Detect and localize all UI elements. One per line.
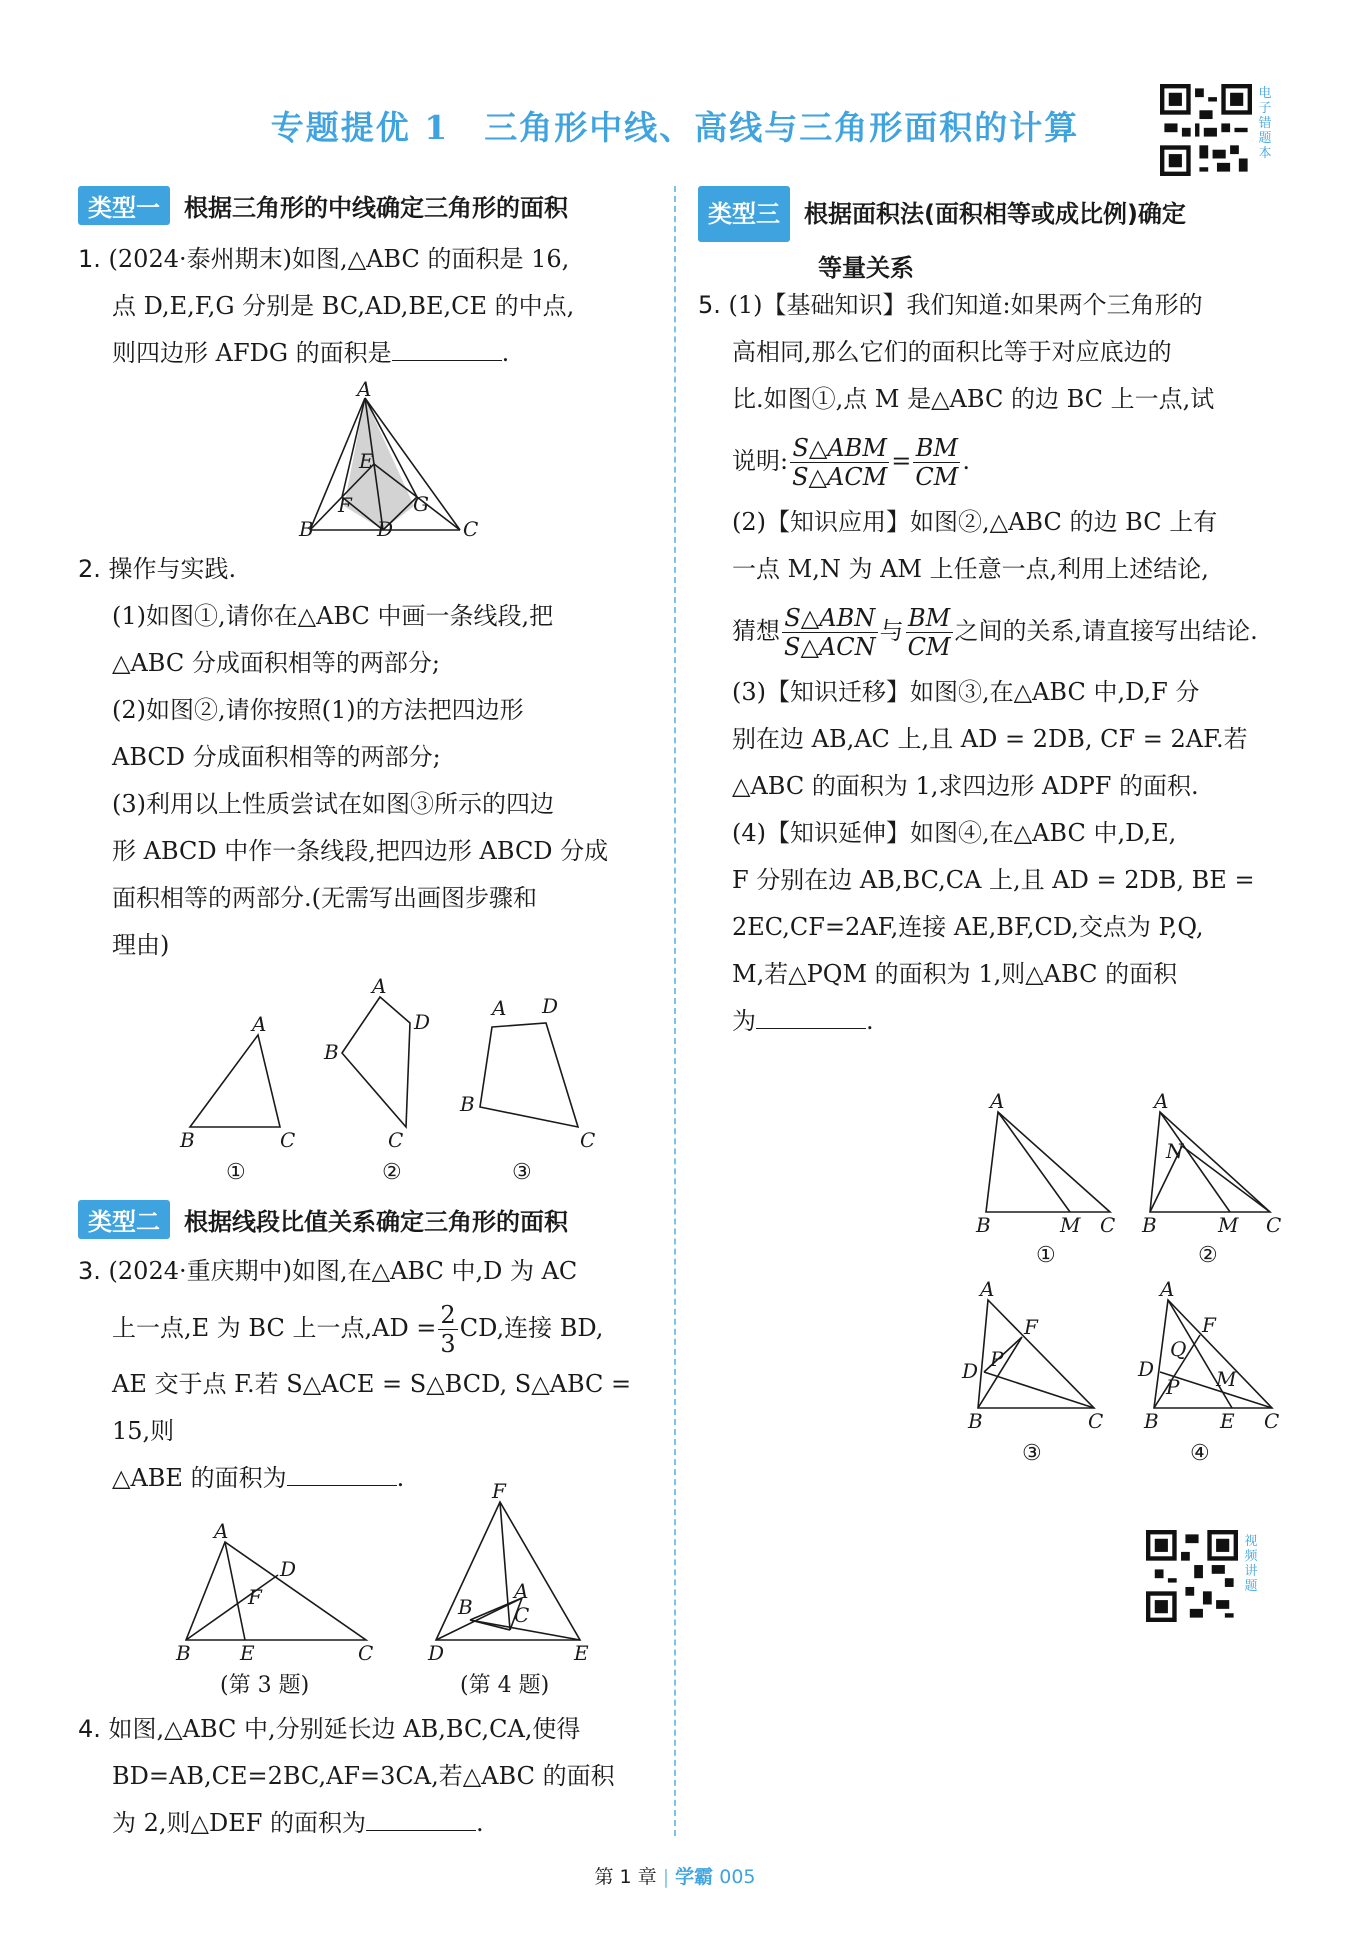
question-number: 4. bbox=[78, 1715, 101, 1743]
label-E: E bbox=[359, 449, 374, 473]
label-D: D bbox=[377, 517, 394, 540]
label-C: C bbox=[1100, 1213, 1116, 1237]
q2-line1: (1)如图①,请你在△ABC 中画一条线段,把 bbox=[112, 602, 554, 630]
q2-line7: 面积相等的两部分.(无需写出画图步骤和 bbox=[112, 884, 537, 912]
label-C: C bbox=[1088, 1409, 1104, 1433]
label-F: F bbox=[1202, 1313, 1216, 1337]
page-title: 专题提优 1 三角形中线、高线与三角形面积的计算 bbox=[270, 108, 1080, 147]
fraction bbox=[913, 434, 960, 491]
label-N: N bbox=[1166, 1139, 1184, 1163]
label-B: B bbox=[1144, 1409, 1159, 1433]
label-Q: Q bbox=[1170, 1337, 1187, 1361]
label-C: C bbox=[514, 1603, 530, 1627]
question-2 bbox=[78, 546, 668, 969]
label-A: A bbox=[214, 1519, 229, 1543]
label-B: B bbox=[176, 1641, 191, 1665]
figure-q3-q4 bbox=[170, 1480, 640, 1700]
fraction bbox=[782, 604, 878, 661]
label-A: A bbox=[252, 1012, 267, 1036]
label-C: C bbox=[1266, 1213, 1282, 1237]
q4-line2: BD=AB,CE=2BC,AF=3CA,若△ABC 的面积 bbox=[112, 1762, 615, 1790]
caption-fig1: ① bbox=[226, 1160, 246, 1185]
frac-num: BM bbox=[906, 604, 953, 633]
label-P: P bbox=[990, 1347, 1004, 1371]
frac-num: S△ABM bbox=[790, 434, 889, 463]
answer-blank[interactable] bbox=[392, 338, 502, 361]
label-B: B bbox=[180, 1128, 195, 1152]
q2-line0: 操作与实践. bbox=[108, 555, 237, 583]
label-D: D bbox=[1138, 1357, 1155, 1381]
label-A: A bbox=[980, 1277, 995, 1301]
section-title: 根据三角形的中线确定三角形的面积 bbox=[184, 194, 568, 222]
figure-q1 bbox=[295, 380, 495, 540]
page-footer: 第 1 章 | 学霸 005 bbox=[594, 1866, 756, 1888]
q4-line3: 为 2,则△DEF 的面积为 bbox=[112, 1809, 367, 1837]
label-E: E bbox=[574, 1641, 589, 1665]
label-A: A bbox=[990, 1090, 1005, 1113]
caption-fig2: ② bbox=[1198, 1243, 1218, 1268]
question-number: 1. bbox=[78, 245, 101, 273]
qr-top-label: 电子错题本 bbox=[1258, 86, 1272, 161]
q1-line1: (2024·泰州期末)如图,△ABC 的面积是 16, bbox=[108, 245, 570, 273]
question-4: 4. 如图,△ABC 中,分别延长边 AB,BC,CA,使得 BD=AB,CE=2BC,AF=3CA,若△ABC 的面积 为 2,则△DEF 的面积为 . bbox=[78, 1706, 668, 1847]
caption-fig4: ④ bbox=[1190, 1441, 1210, 1466]
section-3-heading bbox=[698, 186, 1298, 294]
frac-den: S△ACM bbox=[792, 463, 888, 491]
label-E: E bbox=[1220, 1409, 1235, 1433]
period: . bbox=[962, 447, 970, 475]
frac-den: S△ACN bbox=[784, 633, 876, 661]
section-2-heading bbox=[78, 1200, 568, 1239]
figure-q2 bbox=[170, 975, 650, 1190]
q5-line11: (4)【知识延伸】如图④,在△ABC 中,D,E, bbox=[732, 819, 1177, 847]
label-D: D bbox=[414, 1010, 431, 1034]
caption-q4: (第 4 题) bbox=[460, 1673, 550, 1698]
label-M: M bbox=[1216, 1367, 1237, 1391]
frac-den: 3 bbox=[440, 1330, 456, 1358]
q3-line4: △ABE 的面积为 bbox=[112, 1464, 287, 1492]
answer-blank[interactable] bbox=[366, 1808, 476, 1831]
question-number: 5. bbox=[698, 291, 721, 319]
q5-line14: M,若△PQM 的面积为 1,则△ABC 的面积 bbox=[732, 960, 1178, 988]
label-P: P bbox=[1166, 1375, 1180, 1399]
label-B: B bbox=[458, 1595, 473, 1619]
caption-fig2: ② bbox=[382, 1160, 402, 1185]
q5-line4a: 说明: bbox=[732, 447, 789, 475]
frac-num: 2 bbox=[440, 1301, 456, 1329]
q5-line15: 为 bbox=[732, 1007, 756, 1035]
q2-line8: 理由) bbox=[112, 931, 170, 959]
label-A: A bbox=[1160, 1277, 1175, 1301]
caption-fig3: ③ bbox=[1022, 1441, 1042, 1466]
question-number: 2. bbox=[78, 555, 101, 583]
section-tag: 类型二 bbox=[78, 1200, 170, 1239]
label-E: E bbox=[240, 1641, 255, 1665]
caption-fig1: ① bbox=[1036, 1243, 1056, 1268]
caption-q3: (第 3 题) bbox=[220, 1673, 310, 1698]
label-C: C bbox=[280, 1128, 296, 1152]
label-D: D bbox=[962, 1359, 979, 1383]
caption-fig3: ③ bbox=[512, 1160, 532, 1185]
label-B: B bbox=[1142, 1213, 1157, 1237]
q2-line4: ABCD 分成面积相等的两部分; bbox=[112, 743, 441, 771]
q5-line6: 一点 M,N 为 AM 上任意一点,利用上述结论, bbox=[732, 555, 1209, 583]
label-C: C bbox=[580, 1128, 596, 1152]
label-A: A bbox=[357, 380, 372, 401]
label-B: B bbox=[299, 517, 314, 540]
qr-code-icon bbox=[1160, 84, 1252, 176]
label-D: D bbox=[428, 1641, 445, 1665]
q5-line8: (3)【知识迁移】如图③,在△ABC 中,D,F 分 bbox=[732, 678, 1200, 706]
question-1: 1. (2024·泰州期末)如图,△ABC 的面积是 16, 点 D,E,F,G 分别是 BC,AD,BE,CE 的中点, 则四边形 AFDG 的面积是 . bbox=[78, 236, 668, 377]
qr-bottom-label: 视频讲题 bbox=[1244, 1534, 1258, 1594]
column-divider bbox=[674, 186, 676, 1836]
q3-line1: (2024·重庆期中)如图,在△ABC 中,D 为 AC bbox=[108, 1257, 578, 1285]
fraction bbox=[790, 434, 889, 491]
label-C: C bbox=[388, 1128, 404, 1152]
label-F: F bbox=[248, 1585, 262, 1609]
label-B: B bbox=[968, 1409, 983, 1433]
figure-q5 bbox=[960, 1090, 1290, 1470]
fraction bbox=[906, 604, 953, 661]
label-M: M bbox=[1060, 1213, 1081, 1237]
label-D: D bbox=[280, 1557, 297, 1581]
label-A: A bbox=[492, 996, 507, 1020]
q3-line2a: 上一点,E 为 BC 上一点,AD = bbox=[112, 1314, 437, 1342]
label-C: C bbox=[463, 517, 479, 540]
fraction bbox=[438, 1301, 457, 1358]
label-B: B bbox=[460, 1092, 475, 1116]
label-F: F bbox=[1024, 1315, 1038, 1339]
qr-code-icon bbox=[1146, 1530, 1238, 1622]
q5-line12: F 分别在边 AB,BC,CA 上,且 AD = 2DB, BE = bbox=[732, 866, 1255, 894]
q5-line7c: 之间的关系,请直接写出结论. bbox=[954, 617, 1258, 645]
q5-line9: 别在边 AB,AC 上,且 AD = 2DB, CF = 2AF.若 bbox=[732, 725, 1248, 753]
q2-line6: 形 ABCD 中作一条线段,把四边形 ABCD 分成 bbox=[112, 837, 609, 865]
footer-chapter: 第 1 章 bbox=[594, 1866, 657, 1888]
label-D: D bbox=[542, 994, 559, 1018]
label-A: A bbox=[372, 975, 387, 998]
q5-line7a: 猜想 bbox=[732, 617, 780, 645]
q5-line5: (2)【知识应用】如图②,△ABC 的边 BC 上有 bbox=[732, 508, 1218, 536]
label-C: C bbox=[1264, 1409, 1280, 1433]
label-C: C bbox=[358, 1641, 374, 1665]
section-tag: 类型三 bbox=[698, 186, 790, 242]
section-1-heading bbox=[78, 186, 568, 225]
q1-line3: 则四边形 AFDG 的面积是 bbox=[112, 339, 392, 367]
label-F: F bbox=[338, 493, 352, 517]
q2-line3: (2)如图②,请你按照(1)的方法把四边形 bbox=[112, 696, 524, 724]
label-F: F bbox=[492, 1480, 506, 1503]
label-B: B bbox=[324, 1040, 339, 1064]
label-M: M bbox=[1218, 1213, 1239, 1237]
frac-num: S△ABN bbox=[782, 604, 878, 633]
q5-line1: (1)【基础知识】我们知道:如果两个三角形的 bbox=[728, 291, 1203, 319]
q3-line3: AE 交于点 F.若 S△ACE = S△BCD, S△ABC = 15,则 bbox=[112, 1370, 632, 1445]
q5-line10: △ABC 的面积为 1,求四边形 ADPF 的面积. bbox=[732, 772, 1199, 800]
qr-code-top[interactable] bbox=[1160, 84, 1252, 180]
q1-line2: 点 D,E,F,G 分别是 BC,AD,BE,CE 的中点, bbox=[112, 292, 575, 320]
label-B: B bbox=[976, 1213, 991, 1237]
footer-page-number: 005 bbox=[719, 1866, 756, 1888]
frac-num: BM bbox=[913, 434, 960, 463]
q3-line2b: CD,连接 BD, bbox=[459, 1314, 604, 1342]
section-tag: 类型一 bbox=[78, 186, 170, 225]
equals: = bbox=[891, 447, 912, 475]
question-number: 3. bbox=[78, 1257, 101, 1285]
answer-blank[interactable] bbox=[756, 1006, 866, 1029]
frac-den: CM bbox=[915, 463, 959, 491]
footer-brand: 学霸 bbox=[675, 1866, 714, 1888]
q5-line2: 高相同,那么它们的面积比等于对应底边的 bbox=[732, 338, 1172, 366]
section-title: 根据面积法(面积相等或成比例)确定 bbox=[804, 200, 1186, 228]
question-3: 3. (2024·重庆期中)如图,在△ABC 中,D 为 AC 上一点,E 为 BC 上一点,AD = $\frac{2}{3}$ CD,连接 BD, AE 交于点 F.若 S△ACE = S△BCD, S△ABC = 15,则 △ABE 的面积为 . bbox=[78, 1248, 668, 1502]
q5-line7b: 与 bbox=[879, 617, 904, 645]
q4-line1: 如图,△ABC 中,分别延长边 AB,BC,CA,使得 bbox=[108, 1715, 581, 1743]
q2-line2: △ABC 分成面积相等的两部分; bbox=[112, 649, 440, 677]
q5-line13: 2EC,CF=2AF,连接 AE,BF,CD,交点为 P,Q, bbox=[732, 913, 1204, 941]
q5-line3: 比.如图①,点 M 是△ABC 的边 BC 上一点,试 bbox=[732, 385, 1215, 413]
q2-line5: (3)利用以上性质尝试在如图③所示的四边 bbox=[112, 790, 554, 818]
section-title-line2: 等量关系 bbox=[818, 254, 914, 282]
label-G: G bbox=[413, 492, 429, 516]
question-5: 5. (1)【基础知识】我们知道:如果两个三角形的 高相同,那么它们的面积比等于对应底边的 比.如图①,点 M 是△ABC 的边 BC 上一点,试 说明: $\frac{\text{S△ABM}}{\text{S△ACM}}$ = $\frac{BM}{CM}$ . (2)【知识应用】如图②,△ABC 的边 BC 上有 一点 M,N 为 AM 上任意一点,利用上述结论, 猜想 $\frac{\text{S△ABN}}{\text{S△ACN}}$ 与 $\frac{BM}{CM}$ 之间的关系,请直接写出结论. (3)【知识迁移】如图③,在△ABC 中,D,F 分 别在边 AB,AC 上,且 AD = 2DB, CF = 2AF.若 △ABC 的面积为 1,求四边形 ADPF 的面积. (4)【知识延伸】如图④,在△ABC 中,D,E, F 分别在边 AB,BC,CA 上,且 AD = 2DB, BE = 2EC,CF=2AF,连接 AE,BF,CD,交点为 P,Q, M,若△PQM 的面积为 1,则△ABC 的面积 为 . bbox=[698, 282, 1298, 1045]
frac-den: CM bbox=[907, 633, 951, 661]
section-title: 根据线段比值关系确定三角形的面积 bbox=[184, 1208, 568, 1236]
label-A: A bbox=[514, 1579, 529, 1603]
label-A: A bbox=[1154, 1090, 1169, 1113]
qr-code-bottom[interactable] bbox=[1146, 1530, 1238, 1626]
